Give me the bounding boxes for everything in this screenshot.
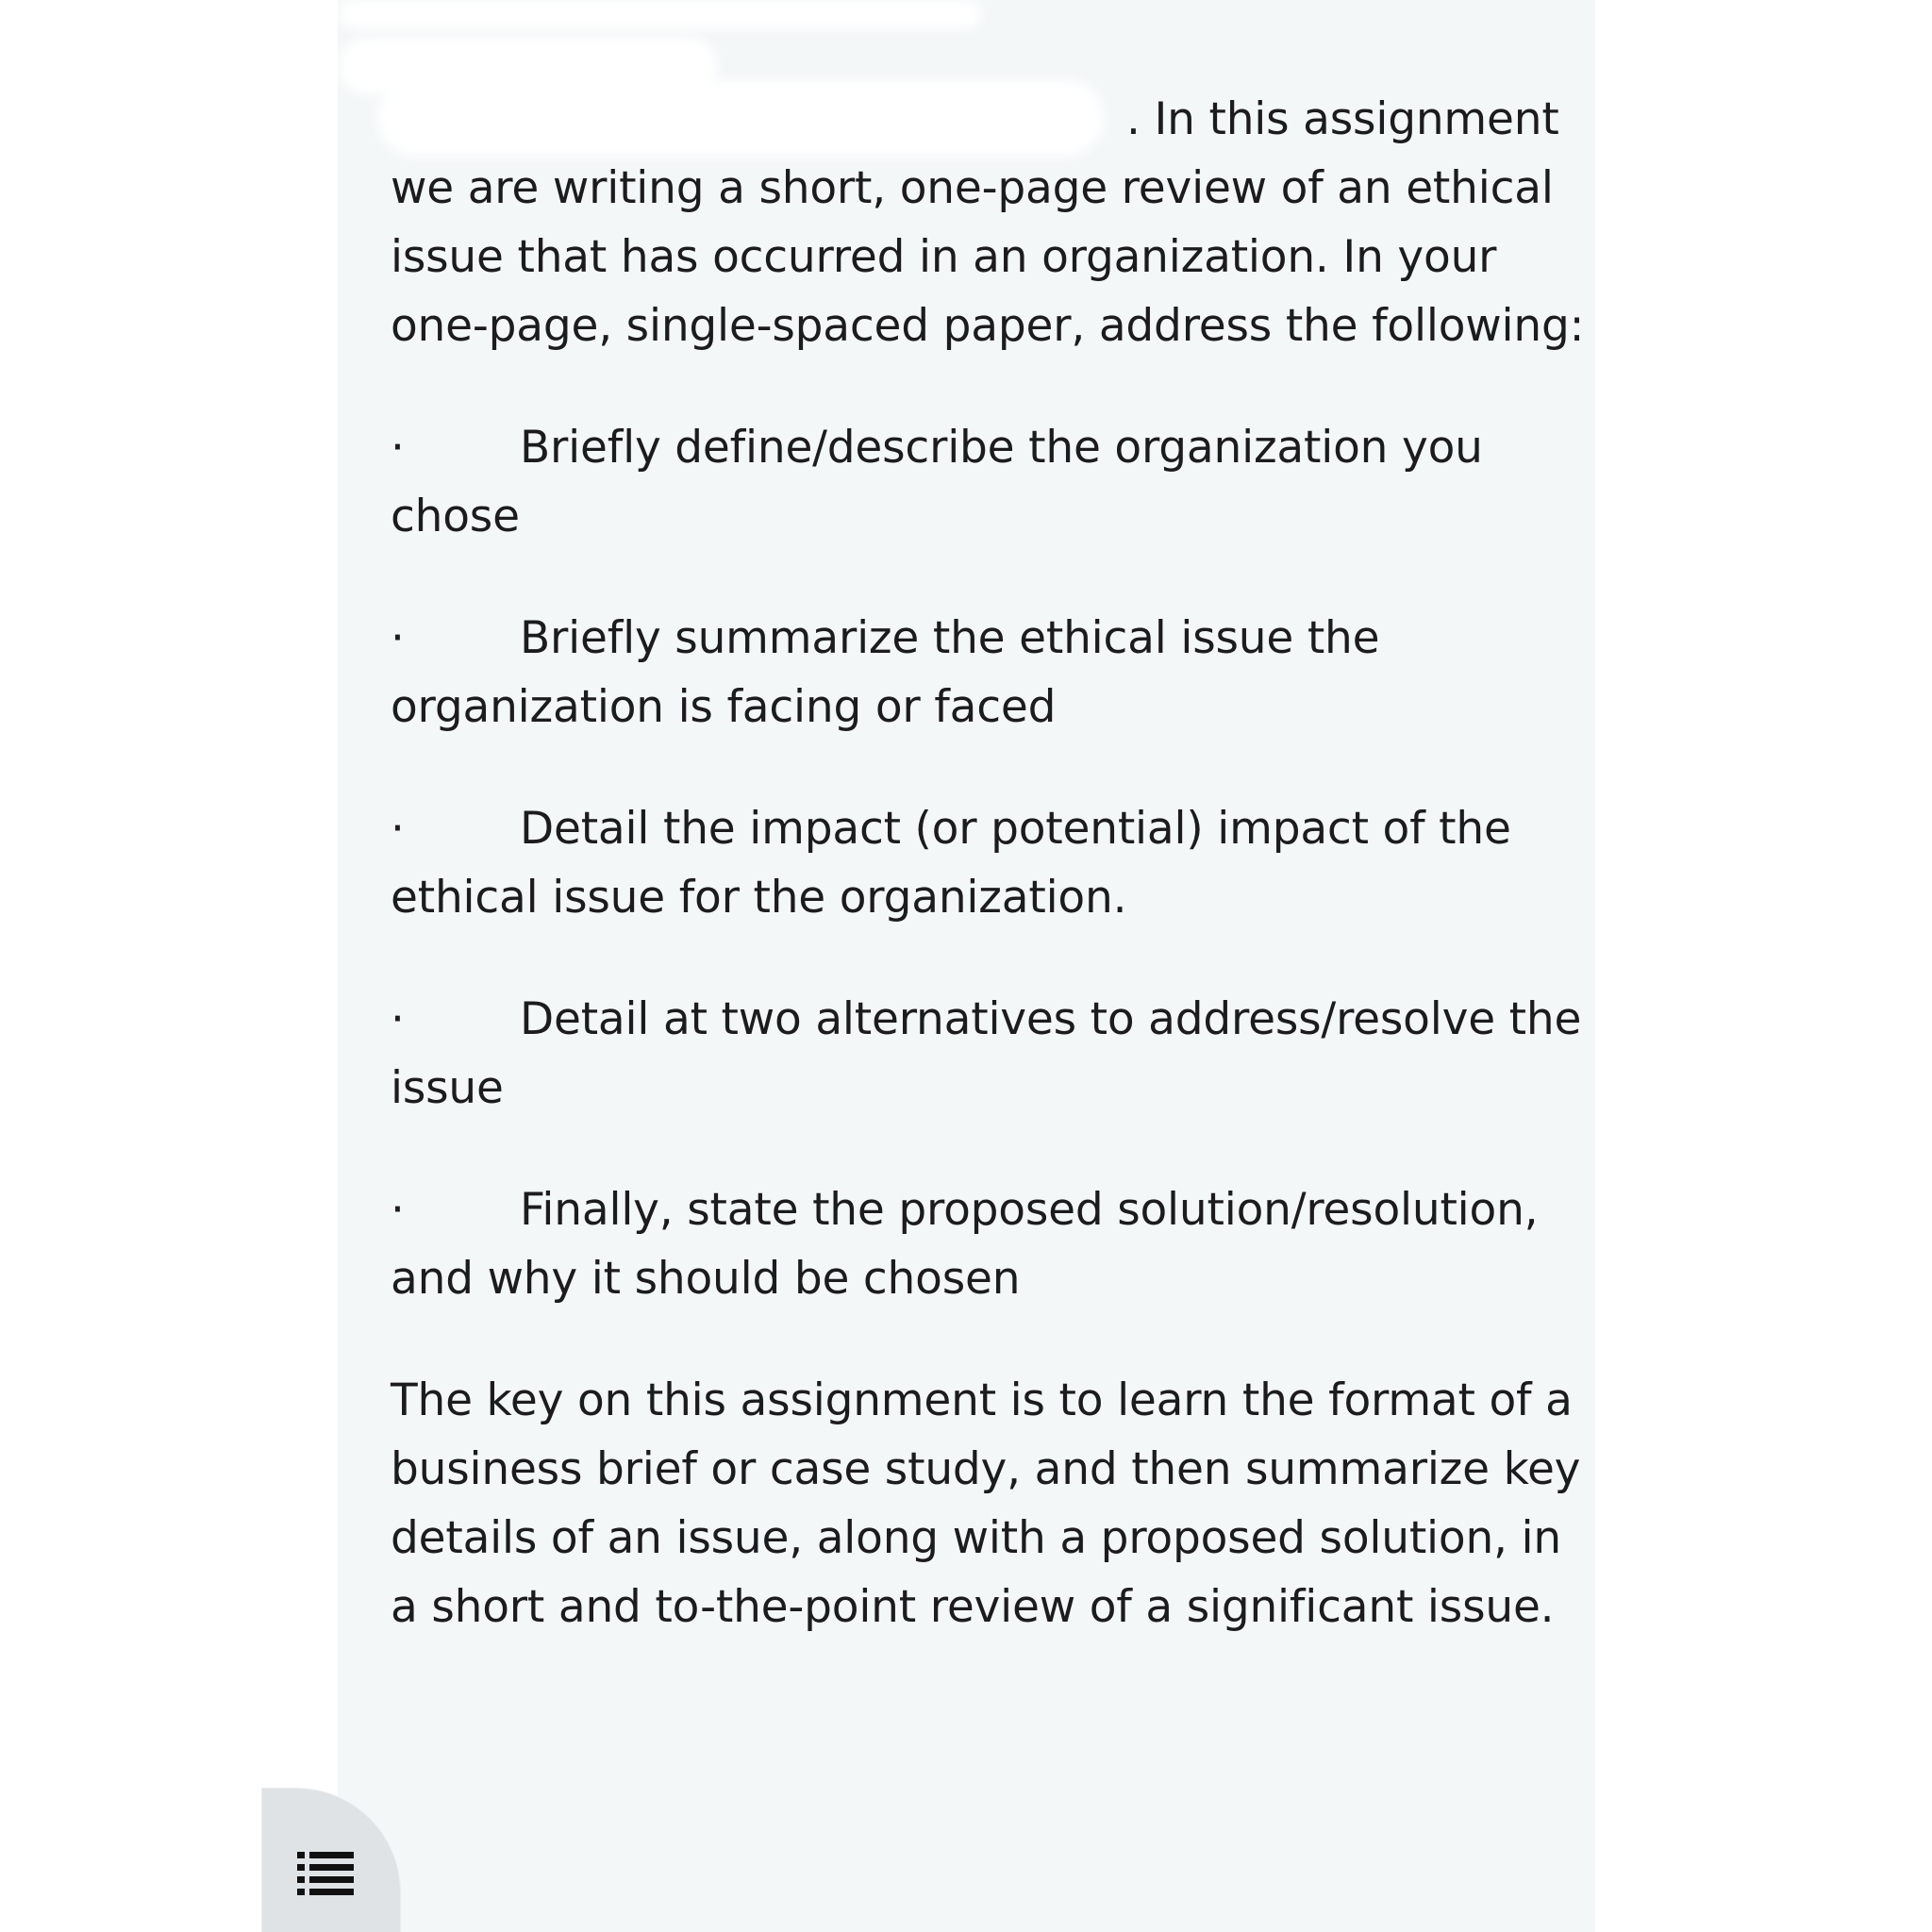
bullet-dot: ·	[391, 422, 405, 474]
list-item	[391, 985, 1589, 1123]
bullet-dot: ·	[391, 803, 405, 855]
list-item-text: Detail at two alternatives to address/resolve the issue	[391, 993, 1582, 1114]
list-item	[391, 604, 1589, 741]
bullet-dot: ·	[391, 612, 405, 664]
bullet-dot: ·	[391, 1184, 405, 1236]
redacted-region	[340, 0, 981, 28]
list-item	[391, 794, 1589, 932]
list-item-text: Briefly define/describe the organization you chose	[391, 422, 1483, 542]
list-item-text: Briefly summarize the ethical issue the organization is facing or faced	[391, 612, 1380, 733]
list-item-text: Detail the impact (or potential) impact of the ethical issue for the organization.	[391, 803, 1511, 924]
list-item	[391, 1175, 1589, 1313]
list-icon	[297, 1852, 354, 1895]
closing-paragraph: The key on this assignment is to learn the format of a business brief or case study, and then summarize key details of an issue, along with a proposed solution, in a short and to-the-point review of a significant issue.	[391, 1374, 1581, 1633]
redacted-region	[377, 80, 1104, 156]
intro-paragraph: . In this assignment we are writing a short, one-page review of an ethical issue that has occurred in an organization. In your one-page, single-spaced paper, address the following:	[391, 93, 1585, 352]
bullet-dot: ·	[391, 993, 405, 1045]
list-item	[391, 413, 1589, 551]
list-item-text: Finally, state the proposed solution/resolution, and why it should be chosen	[391, 1184, 1539, 1305]
assignment-text	[391, 85, 1589, 1641]
